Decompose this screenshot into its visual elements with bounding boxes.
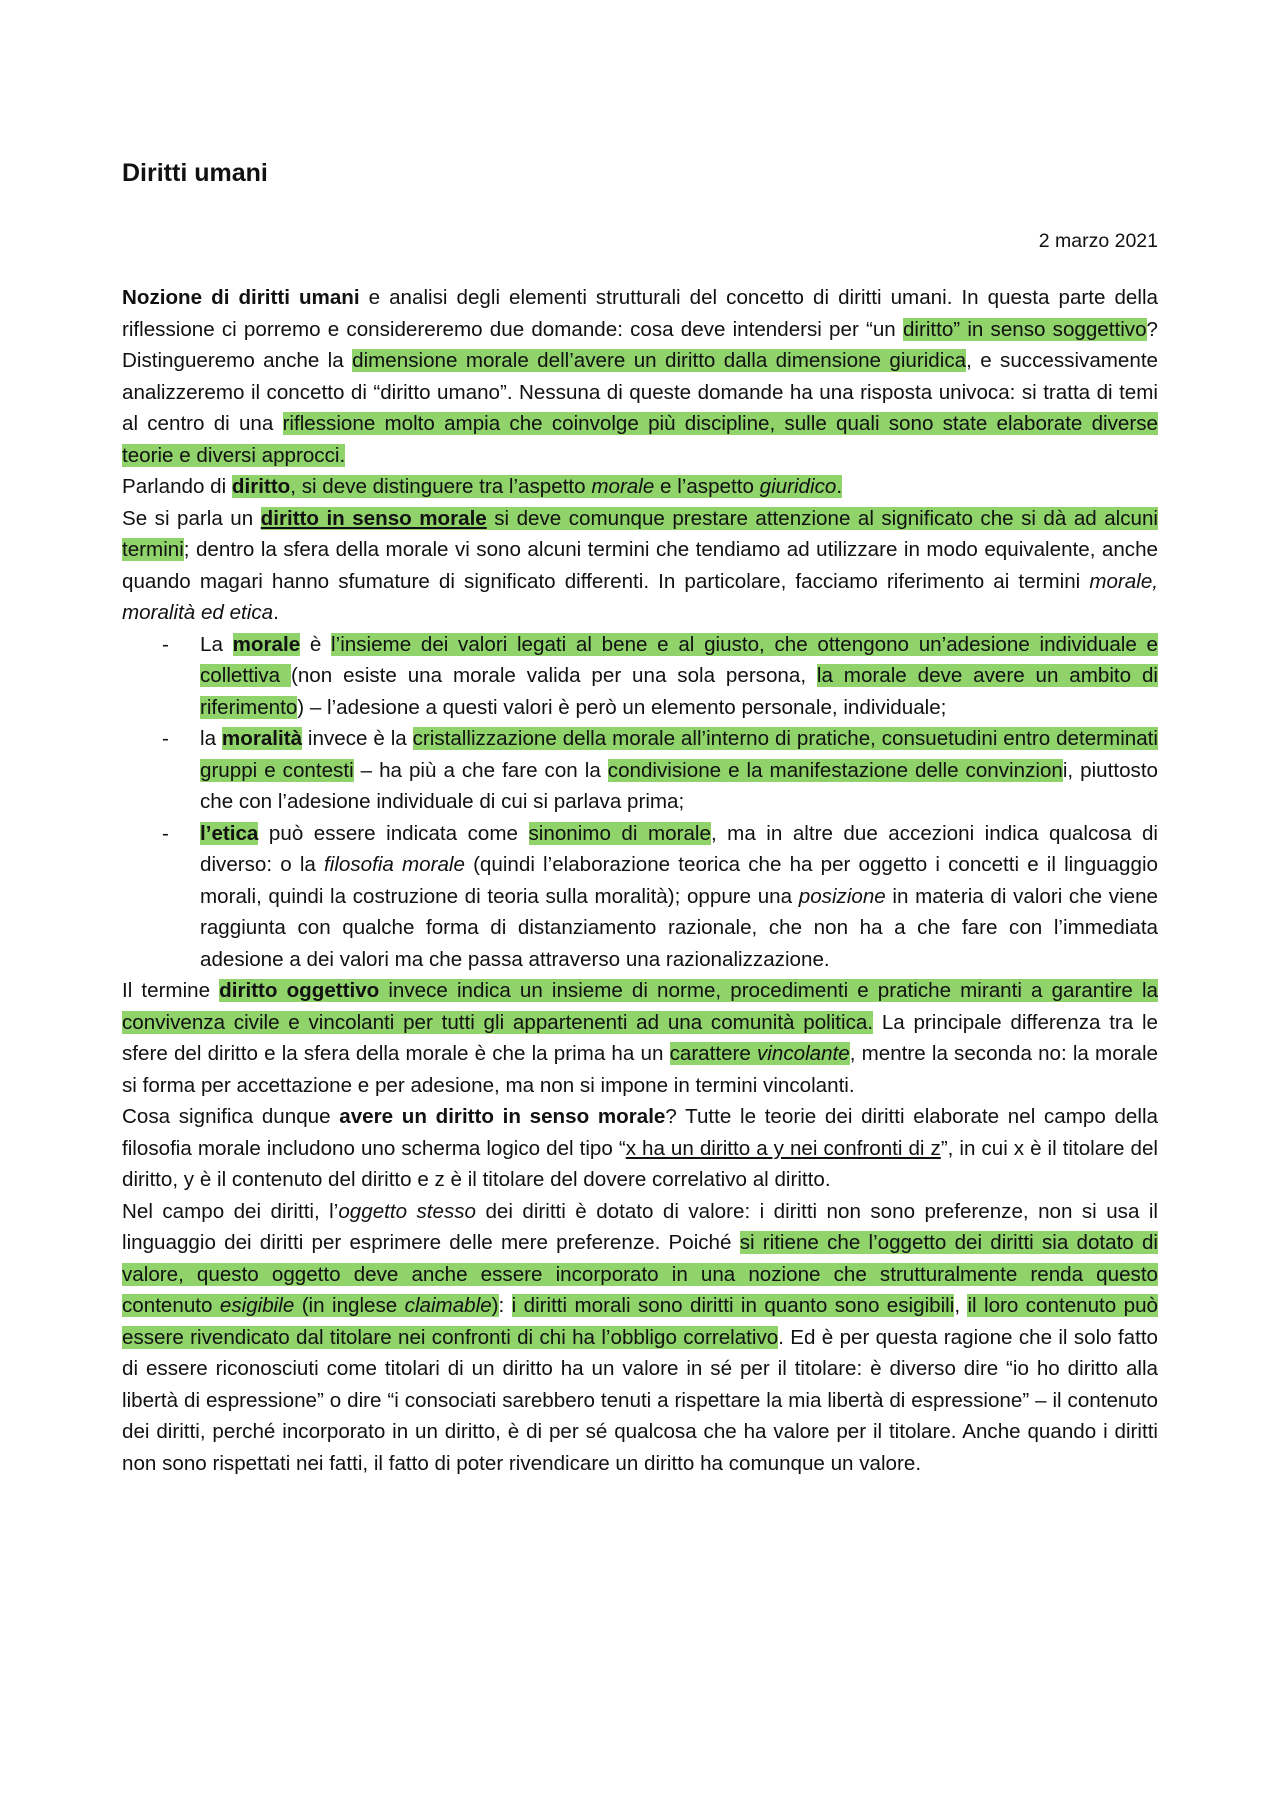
highlight: la morale deve avere un ambito di riferimento — [200, 664, 1158, 719]
highlight — [232, 475, 842, 498]
highlight: cristallizzazione della morale all’interno di pratiche, consuetudini entro determinati gruppi e contesti — [200, 727, 1158, 782]
text-run: ? Tutte le teorie dei diritti elaborate nel campo della filosofia morale includono uno scherma logico del tipo “ — [122, 1105, 1158, 1160]
text-run: , si deve distinguere tra l’aspetto — [290, 475, 592, 498]
text-run: , — [954, 1294, 968, 1317]
term-oggetto-stesso: oggetto stesso — [338, 1199, 476, 1223]
definitions-list — [122, 629, 1158, 976]
term-list: morale, moralità ed etica — [122, 569, 1158, 624]
highlight: dimensione morale dell’avere un diritto dalla dimensione giuridica — [352, 349, 967, 372]
text-run: si ritiene che l’oggetto dei diritti sia dotato di valore, questo oggetto deve anche essere incorporato in una nozione che strutturalmente renda questo contenuto — [122, 1231, 1158, 1317]
highlight: riflessione molto ampia che coinvolge più discipline, sulle quali sono state elaborate diverse teorie e diversi approcci. — [122, 412, 1158, 467]
term-claimable: claimable — [404, 1294, 492, 1317]
list-item-etica — [200, 818, 1158, 976]
text-run: Il termine — [122, 979, 220, 1002]
text-run: la — [200, 727, 222, 750]
highlight: i diritti morali sono diritti in quanto sono esigibili — [511, 1294, 955, 1317]
text-run: : — [498, 1294, 512, 1317]
text-run: Cosa significa dunque — [122, 1105, 340, 1128]
text-run: La — [200, 632, 233, 656]
text-run: dei diritti è dotato di valore: i diritti non sono preferenze, non si usa il linguaggio dei diritti per esprimere delle mere preferenze. Poiché — [122, 1199, 1158, 1254]
text-run: invece indica un insieme di norme, procedimenti e pratiche miranti a garantire la convivenza civile e vincolanti per tutti gli appartenenti ad una comunità politica. — [122, 979, 1158, 1034]
text-run: (quindi l’elaborazione teorica che ha per oggetto i concetti e il linguaggio morali, quindi la costruzione di teoria sulla moralità); oppure una — [200, 853, 1158, 908]
highlight: il loro contenuto può essere rivendicato dal titolare nei confronti di chi ha l’obbligo correlativo — [122, 1294, 1158, 1349]
paragraph-campo-dei-diritti — [122, 1196, 1158, 1480]
text-run: è — [300, 632, 332, 656]
text-run: Se si parla un — [122, 506, 261, 530]
document-title: Diritti umani — [122, 159, 268, 187]
term-giuridico: giuridico — [759, 475, 837, 498]
term-vincolante: vincolante — [757, 1042, 850, 1065]
text-run: invece è la — [302, 727, 413, 750]
text-run: (in inglese — [294, 1294, 405, 1317]
text-run: La principale differenza tra le sfere del diritto e la sfera della morale è che la prima ha un — [122, 1010, 1159, 1065]
term-nozione-diritti-umani: Nozione di diritti umani — [122, 286, 360, 309]
text-run: , mentre la seconda no: la morale si forma per accettazione e per adesione, ma non si impone in termini vincolanti. — [122, 1042, 1158, 1097]
highlight: condivisione e la manifestazione delle convinzion — [607, 758, 1063, 782]
term-esigibile: esigibile — [219, 1294, 295, 1317]
paragraph-senso-morale — [122, 503, 1158, 629]
text-run: e l’aspetto — [654, 475, 760, 498]
text-run: , ma in altre due accezioni indica qualcosa di diverso: o la — [200, 821, 1158, 876]
paragraph-avere-un-diritto — [122, 1101, 1158, 1196]
term-diritto-in-senso-morale: diritto in senso morale — [260, 506, 487, 530]
text-run: può essere indicata come — [258, 821, 529, 845]
term-avere-un-diritto: avere un diritto in senso morale — [339, 1105, 666, 1128]
text-run: . — [273, 601, 279, 624]
term-diritto-oggettivo: diritto oggettivo — [219, 979, 380, 1002]
highlight: sinonimo di morale — [528, 821, 711, 845]
list-item-morale — [200, 629, 1158, 724]
text-run: ) — [491, 1294, 499, 1317]
text-run: e analisi degli elementi strutturali del concetto di diritti umani. In questa parte della riflessione ci porremo e considereremo due domande: cosa deve intendersi per “un — [122, 286, 1158, 341]
text-run: . Ed è per questa ragione che il solo fatto di essere riconosciuti come titolari di un diritto ha un valore in sé per il titolare: è diverso dire “io ho diritto alla libertà di espressione” o dire “i consociati sarebbero tenuti a rispettare la mia libertà di espressione” – il contenuto dei diritti, perché incorporato in un diritto, è di per sé qualcosa che ha valore per il titolare. Anche quando i diritti non sono rispettati nei fatti, il fatto di poter rivendicare un diritto ha comunque un valore. — [122, 1325, 1159, 1475]
term-morale: morale — [591, 475, 655, 498]
term-moralita-highlight: moralità — [221, 727, 303, 750]
highlight: l’insieme dei valori legati al bene e al giusto, che ottengono un’adesione individuale e collettiva — [200, 632, 1158, 687]
paragraph-diritto-oggettivo — [122, 975, 1158, 1101]
text-run: ? Distingueremo anche la — [122, 317, 1158, 372]
term-posizione: posizione — [798, 884, 886, 908]
text-run: . — [836, 475, 843, 498]
term-etica-highlight: l’etica — [200, 821, 259, 845]
text-run: carattere — [669, 1042, 757, 1065]
text-run: – ha più a che fare con la — [353, 758, 608, 782]
highlight: diritto” in senso soggettivo — [902, 317, 1147, 341]
text-run: ) – l’adesione a questi valori è però un elemento personale, individuale; — [297, 695, 947, 719]
text-run: Parlando di — [122, 475, 232, 498]
logical-schema: x ha un diritto a y nei confronti di z — [625, 1136, 941, 1160]
document-body — [122, 282, 1158, 1479]
highlight — [670, 1042, 850, 1065]
text-run: Nel campo dei diritti, l’ — [122, 1199, 339, 1223]
term-diritto: diritto — [231, 475, 291, 498]
text-run: ”, in cui x è il titolare del diritto, y è il contenuto del diritto e z è il titolare del dovere correlativo al diritto. — [122, 1136, 1159, 1191]
text-run: in materia di valori che viene raggiunta con qualche forma di distanziamento razionale, che non ha a che fare con l’immediata adesione a dei valori ma che passa attraverso una razionalizzazione. — [200, 884, 1158, 971]
term-filosofia-morale: filosofia morale — [324, 853, 465, 876]
text-run: si deve comunque prestare attenzione al significato che si dà ad alcuni termini — [122, 506, 1158, 561]
text-run: , e successivamente analizzeremo il concetto di “diritto umano”. Nessuna di queste domande ha una risposta univoca: si tratta di temi al centro di una — [122, 349, 1159, 435]
term-morale-highlight: morale — [232, 632, 301, 656]
text-run: (non esiste una morale valida per una sola persona, — [290, 664, 817, 687]
paragraph-nozione — [122, 282, 1158, 471]
list-item-moralita — [200, 723, 1158, 818]
document-date: 2 marzo 2021 — [1038, 230, 1158, 252]
text-run: ; dentro la sfera della morale vi sono alcuni termini che tendiamo ad utilizzare in modo equivalente, anche quando magari hanno sfumature di significato differenti. In particolare, facciamo riferimento ai termini — [122, 538, 1158, 593]
paragraph-parlando — [122, 471, 1158, 503]
text-run: i, piuttosto che con l’adesione individuale di cui si parlava prima; — [200, 758, 1158, 813]
